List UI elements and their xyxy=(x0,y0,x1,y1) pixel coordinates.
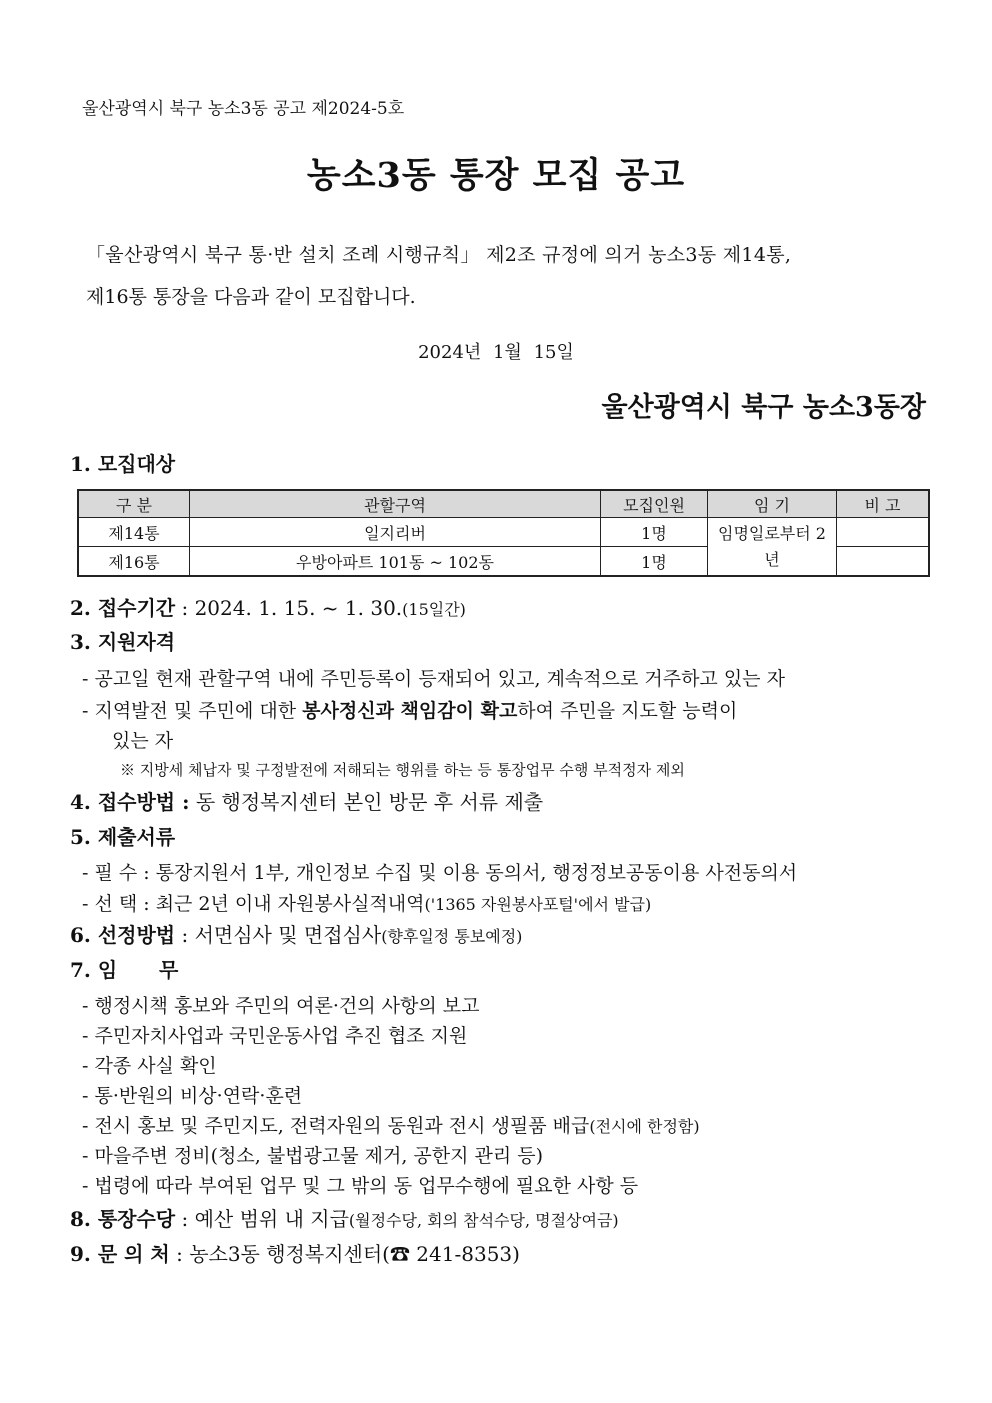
section-5-item-2 xyxy=(82,889,651,916)
col-header-term: 임 기 xyxy=(708,490,837,518)
cell-district: 우방아파트 101동 ~ 102동 xyxy=(190,547,601,577)
section-3-heading: 3. 지원자격 xyxy=(70,630,176,654)
recruit-table xyxy=(77,489,930,577)
section-3-note: ※ 지방세 체납자 및 구정발전에 저해되는 행위를 하는 등 통장업무 수행 부적정자 제외 xyxy=(120,761,685,779)
section-8-text: : 예산 범위 내 지급 xyxy=(175,1207,349,1231)
section-7-item-1: - 행정시책 홍보와 주민의 여론·건의 사항의 보고 xyxy=(82,995,480,1017)
section-8 xyxy=(70,1203,619,1232)
col-header-count: 모집인원 xyxy=(601,490,708,518)
cell-count: 1명 xyxy=(601,547,708,577)
section-6-note: (향후일정 통보예정) xyxy=(381,927,523,946)
page-title: 농소3동 통장 모집 공고 xyxy=(306,155,686,196)
section-3-item-1: - 공고일 현재 관할구역 내에 주민등록이 등재되어 있고, 계속적으로 거주하고 있는 자 xyxy=(82,668,785,690)
section-2-text: : 2024. 1. 15. ~ 1. 30. xyxy=(175,596,403,620)
section-4-heading: 4. 접수방법 : xyxy=(70,790,190,814)
section-3-item-2 xyxy=(82,696,737,723)
col-header-district: 관할구역 xyxy=(190,490,601,518)
section-2 xyxy=(70,592,466,621)
section-7-heading: 7. 임 무 xyxy=(70,958,179,982)
section-8-note: (월정수당, 회의 참석수당, 명절상여금) xyxy=(348,1211,619,1230)
section-9-heading: 9. 문 의 처 xyxy=(70,1242,170,1266)
section-3-item-2-pre: - 지역발전 및 주민에 대한 xyxy=(82,700,303,722)
section-5-heading: 5. 제출서류 xyxy=(70,825,176,849)
section-3-item-2-bold: 봉사정신과 책임감이 확고 xyxy=(302,700,518,722)
section-3-item-2-post: 하여 주민을 지도할 능력이 xyxy=(517,700,738,722)
section-2-note: (15일간) xyxy=(402,600,466,619)
intro-line-2: 제16통 통장을 다음과 같이 모집합니다. xyxy=(86,286,416,308)
section-1-heading: 1. 모집대상 xyxy=(70,452,176,476)
cell-area: 제14통 xyxy=(78,518,190,547)
section-3-item-2-cont: 있는 자 xyxy=(112,730,174,752)
table-row xyxy=(78,518,929,547)
section-2-heading: 2. 접수기간 xyxy=(70,596,176,620)
section-4 xyxy=(70,786,543,815)
cell-note xyxy=(837,547,930,577)
section-7-item-4: - 통·반원의 비상·연락·훈련 xyxy=(82,1085,303,1107)
notice-date: 2024년 1월 15일 xyxy=(418,342,574,363)
cell-term: 임명일로부터 2년 xyxy=(708,518,837,577)
section-7-item-3: - 각종 사실 확인 xyxy=(82,1055,217,1077)
cell-note xyxy=(837,518,930,547)
section-7-item-2: - 주민자치사업과 국민운동사업 추진 협조 지원 xyxy=(82,1025,468,1047)
cell-count: 1명 xyxy=(601,518,708,547)
notice-number: 울산광역시 북구 농소3동 공고 제2024-5호 xyxy=(82,99,405,119)
section-6 xyxy=(70,919,522,948)
section-8-heading: 8. 통장수당 xyxy=(70,1207,176,1231)
section-5-item-1: - 필 수 : 통장지원서 1부, 개인정보 수집 및 이용 동의서, 행정정보공동이용 사전동의서 xyxy=(82,862,798,884)
section-9 xyxy=(70,1238,520,1267)
section-7-item-7: - 법령에 따라 부여된 업무 및 그 밖의 동 업무수행에 필요한 사항 등 xyxy=(82,1175,639,1197)
col-header-area: 구 분 xyxy=(78,490,190,518)
section-5-item-2-note: ('1365 자원봉사포털'에서 발급) xyxy=(424,895,652,914)
section-7-item-6: - 마을주변 정비(청소, 불법광고물 제거, 공한지 관리 등) xyxy=(82,1145,544,1167)
col-header-note: 비 고 xyxy=(837,490,930,518)
section-9-text: : 농소3동 행정복지센터(☎ 241-8353) xyxy=(169,1242,520,1266)
section-6-text: : 서면심사 및 면접심사 xyxy=(175,923,382,947)
section-7-item-5-text: - 전시 홍보 및 주민지도, 전력자원의 동원과 전시 생필품 배급 xyxy=(82,1115,590,1137)
section-4-text: 동 행정복지센터 본인 방문 후 서류 제출 xyxy=(189,790,544,814)
intro-line-1: 「울산광역시 북구 통·반 설치 조례 시행규칙」 제2조 규정에 의거 농소3동 제14통, xyxy=(86,244,792,266)
signer: 울산광역시 북구 농소3동장 xyxy=(601,392,926,423)
cell-district: 일지리버 xyxy=(190,518,601,547)
section-7-item-5-note: (전시에 한정함) xyxy=(589,1117,700,1136)
table-header-row xyxy=(78,490,929,518)
section-5-item-2-text: - 선 택 : 최근 2년 이내 자원봉사실적내역 xyxy=(82,893,425,915)
section-6-heading: 6. 선정방법 xyxy=(70,923,176,947)
section-7-item-5 xyxy=(82,1111,700,1138)
cell-area: 제16통 xyxy=(78,547,190,577)
